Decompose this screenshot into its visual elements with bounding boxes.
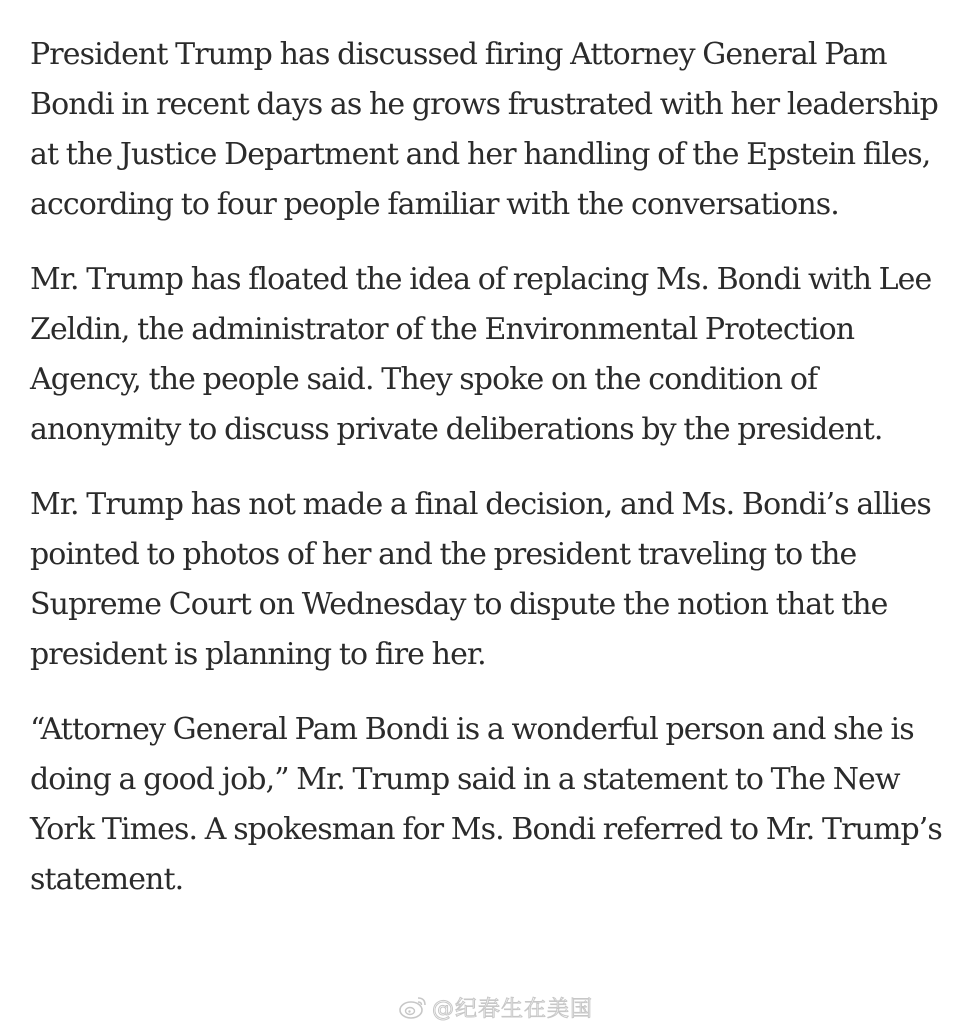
weibo-logo-icon <box>398 994 428 1020</box>
article-paragraph-3: Mr. Trump has not made a final decision, and Ms. Bondi’s allies pointed to photos of her and the president traveling to the Supreme Court on Wednesday to dispute the notion that the president is planning to fire her. <box>30 487 931 672</box>
weibo-watermark <box>398 990 593 1024</box>
article-body <box>30 30 960 930</box>
watermark-handle: @纪春生在美国 <box>432 996 594 1022</box>
article-paragraph-1: President Trump has discussed firing Attorney General Pam Bondi in recent days as he grows frustrated with her leadership at the Justice Department and her handling of the Epstein files, according to four people familiar with the conversations. <box>30 37 938 222</box>
article-paragraph-4: “Attorney General Pam Bondi is a wonderful person and she is doing a good job,” Mr. Trump said in a statement to The New York Times. A spokesman for Ms. Bondi referred to Mr. Trump’s statement. <box>30 712 942 897</box>
article-paragraph-2: Mr. Trump has floated the idea of replacing Ms. Bondi with Lee Zeldin, the administrator of the Environmental Protection Agency, the people said. They spoke on the condition of anonymity to discuss private deliberations by the president. <box>30 262 932 447</box>
